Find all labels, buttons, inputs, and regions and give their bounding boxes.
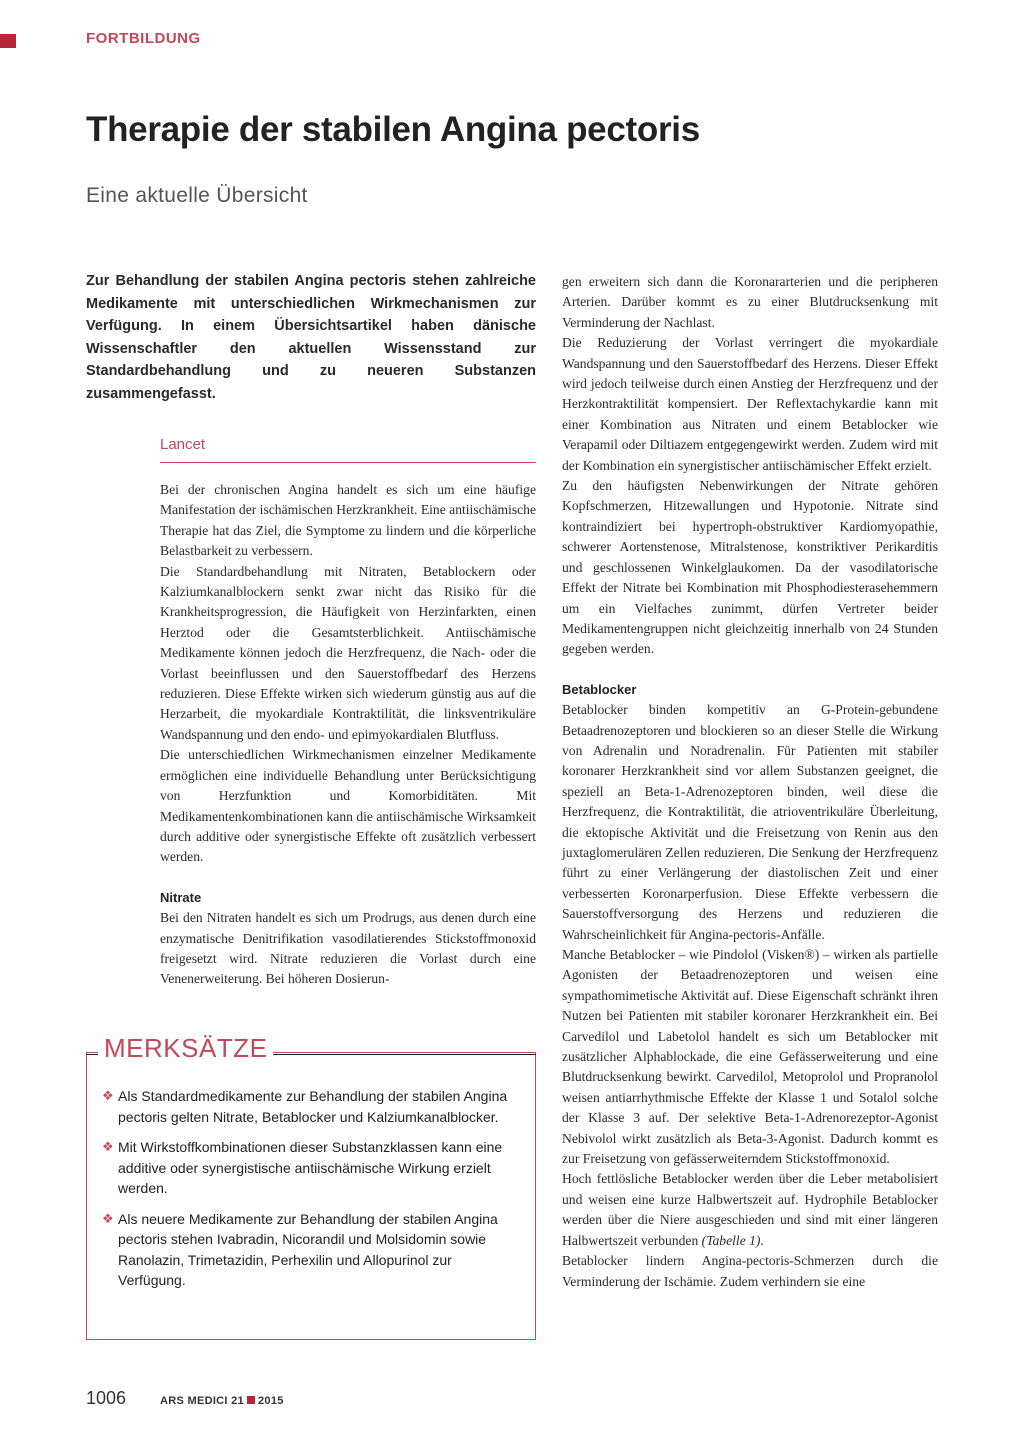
body-paragraph: Betablocker lindern Angina-pectoris-Schmerzen durch die Verminderung der Ischämie. Zudem verhindern sie eine — [562, 1253, 938, 1289]
corner-marker — [0, 34, 16, 48]
diamond-bullet-icon: ❖ — [102, 1139, 114, 1154]
body-paragraph: Die Reduzierung der Vorlast verringert die myokardiale Wandspannung und den Sauerstoffbedarf des Herzens. Dieser Effekt wird jedoch teilweise durch einen Anstieg der Herzfrequenz und der Herzkontraktilität kompensiert. Der Reflextachykardie kann mit einer Kombination aus Nitraten und einem Betablocker wie Verapamil oder Diltiazem entgegengewirkt werden. Zudem wird mit der Kombination ein synergistischer antiischämischer Effekt erzielt. — [562, 335, 938, 473]
divider — [86, 1054, 98, 1055]
diamond-bullet-icon: ❖ — [102, 1088, 114, 1103]
body-text: Hoch fettlösliche Betablocker werden über die Leber metabolisiert und weisen eine kurze Halbwertszeit auf. Hydrophile Betablocker werden über die Niere ausgeschieden und sind mit einer längeren Halbwertszeit verbunden — [562, 1171, 938, 1248]
subheading-nitrate: Nitrate — [160, 889, 202, 905]
list-item — [102, 1209, 518, 1291]
body-paragraph: Bei den Nitraten handelt es sich um Prodrugs, aus denen durch eine enzymatische Denitrifikation vasodilatierendes Stickstoffmonoxid freigesetzt wird. Nitrate reduzieren die Vorlast durch eine Venenerweiterung. Bei höheren Dosierun- — [160, 910, 536, 987]
article-lead: Zur Behandlung der stabilen Angina pectoris stehen zahlreiche Medikamente mit unterschiedlichen Wirkmechanismen zur Verfügung. In einem Übersichtsartikel haben dänische Wissenschaftler den aktuellen Wissensstand zur Standardbehandlung und zu neueren Substanzen zusammengefasst. — [86, 273, 536, 402]
article-title: Therapie der stabilen Angina pectoris — [86, 110, 700, 149]
article-subtitle: Eine aktuelle Übersicht — [86, 184, 308, 207]
source-divider — [160, 462, 536, 463]
list-item-text: Mit Wirkstoffkombinationen dieser Substanzklassen kann eine additive oder synergistische antiischämische Wirkung erzielt werden. — [118, 1139, 503, 1196]
article-source: Lancet — [160, 436, 206, 453]
left-column — [160, 480, 536, 990]
body-paragraph: Bei der chronischen Angina handelt es sich um eine häufige Manifestation der ischämischen Herzkrankheit. Eine antiischämische Therapie hat das Ziel, die Symptome zu lindern und die körperliche Belastbarkeit zu verbessern. — [160, 482, 536, 559]
subheading-betablocker: Betablocker — [562, 681, 637, 697]
page-number: 1006 — [86, 1388, 127, 1408]
body-paragraph: gen erweitern sich dann die Koronararterien und die peripheren Arterien. Darüber kommt es zu einer Blutdrucksenkung mit Verminderung der Nachlast. — [562, 274, 938, 330]
journal-footer — [160, 1395, 284, 1407]
list-item — [102, 1137, 518, 1199]
section-label: FORTBILDUNG — [86, 30, 201, 47]
body-paragraph — [562, 1169, 938, 1251]
body-paragraph: Zu den häufigsten Nebenwirkungen der Nitrate gehören Kopfschmerzen, Hitzewallungen und Hypotonie. Nitrate sind kontraindiziert bei hypertroph-obstruktiver Kardiomyopathie, schwerer Aortenstenose, Mitralstenose, konstriktiver Perikarditis und geschlossenen Winkelglaukomen. Da der vasodilatorische Effekt der Nitrate bei Kombination mit Phosphodiesterasehemmern um ein Vielfaches zunimmt, dürfen Vertreter beider Medikamentengruppen nicht gleichzeitig innerhalb von 24 Stunden gegeben werden. — [562, 478, 938, 657]
right-column — [562, 272, 938, 1292]
merksaetze-title: MERKSÄTZE — [98, 1032, 273, 1064]
list-item — [102, 1086, 518, 1127]
journal-name: ARS MEDICI 21 — [160, 1395, 244, 1407]
merksaetze-list — [102, 1086, 518, 1301]
square-separator-icon — [247, 1396, 255, 1404]
body-paragraph: Manche Betablocker – wie Pindolol (Visken®) – wirken als partielle Agonisten der Betaadrenozeptoren und weisen eine sympathomimetische Aktivität auf. Diese Eigenschaft schränkt ihren Nutzen bei Patienten mit stabiler koronarer Herzkrankheit ein. Bei Carvedilol und Labetolol handelt es sich um Betablocker mit zusätzlicher Alphablockade, die eine Gefässerweiterung und eine Blutdrucksenkung bewirkt. Carvedilol, Metoprolol und Propranolol weisen antiarrhythmische Effekte der Klasse 1 und Sotalol solche der Klasse 3 auf. Der selektive Beta-1-Adrenorezeptor-Agonist Nebivolol wirkt zusätzlich als Beta-3-Agonist. Dadurch kommt es zur Freisetzung von gefässerweiterndem Stickstoffmonoxid. — [562, 947, 938, 1167]
table-reference: (Tabelle 1). — [701, 1232, 764, 1248]
body-paragraph: Betablocker binden kompetitiv an G-Protein-gebundene Betaadrenozeptoren und blockieren so an dieser Stelle die Wirkung von Adrenalin und Noradrenalin. Für Patienten mit stabiler koronarer Herzkrankheit sind vor allem Substanzen geeignet, die speziell an Beta-1-Adrenozeptoren binden, weil diese die Herzfrequenz, die Kontraktilität, die atrioventrikuläre Überleitung, die ektopische Aktivität und die Freisetzung von Renin aus den juxtaglomerulären Zellen reduzieren. Die Senkung der Herzfrequenz führt zu einer Verlängerung der diastolischen Zeit und einer verbesserten Koronarperfusion. Diese Effekte verbessern die Sauerstoffversorgung des Herzens und reduzieren die Wahrscheinlichkeit für Angina-pectoris-Anfälle. — [562, 702, 938, 942]
body-paragraph: Die unterschiedlichen Wirkmechanismen einzelner Medikamente ermöglichen eine individuelle Behandlung unter Berücksichtigung von Herzfunktion und Komorbiditäten. Mit Medikamentenkombinationen kann die antiischämische Wirksamkeit durch additive oder synergistische Effekte oft zusätzlich verbessert werden. — [160, 747, 536, 865]
body-paragraph: Die Standardbehandlung mit Nitraten, Betablockern oder Kalziumkanalblockern senkt zwar nicht das Risiko für die Krankheitsprogression, die Häufigkeit von Herzinfarkten, einen Herztod oder die Gesamtsterblichkeit. Antiischämische Medikamente können jedoch die Herzfrequenz, die Nach- oder die Vorlast beeinflussen und den Sauerstoffbedarf des Herzens reduzieren. Diese Effekte wirken sich wiederum günstig aus auf die Herzarbeit, die myokardiale Kontraktilität, die linksventrikuläre Wandspannung und den endo- und epimyokardialen Blutfluss. — [160, 563, 536, 742]
divider — [262, 1054, 536, 1055]
list-item-text: Als neuere Medikamente zur Behandlung der stabilen Angina pectoris stehen Ivabradin, Nicorandil und Molsidomin sowie Ranolazin, Trimetazidin, Perhexilin und Allopurinol zur Verfügung. — [118, 1210, 498, 1288]
merksaetze-header — [86, 1032, 536, 1064]
list-item-text: Als Standardmedikamente zur Behandlung der stabilen Angina pectoris gelten Nitrate, Betablocker und Kalziumkanalblocker. — [118, 1088, 508, 1125]
journal-year: 2015 — [257, 1395, 284, 1407]
diamond-bullet-icon: ❖ — [102, 1210, 114, 1226]
